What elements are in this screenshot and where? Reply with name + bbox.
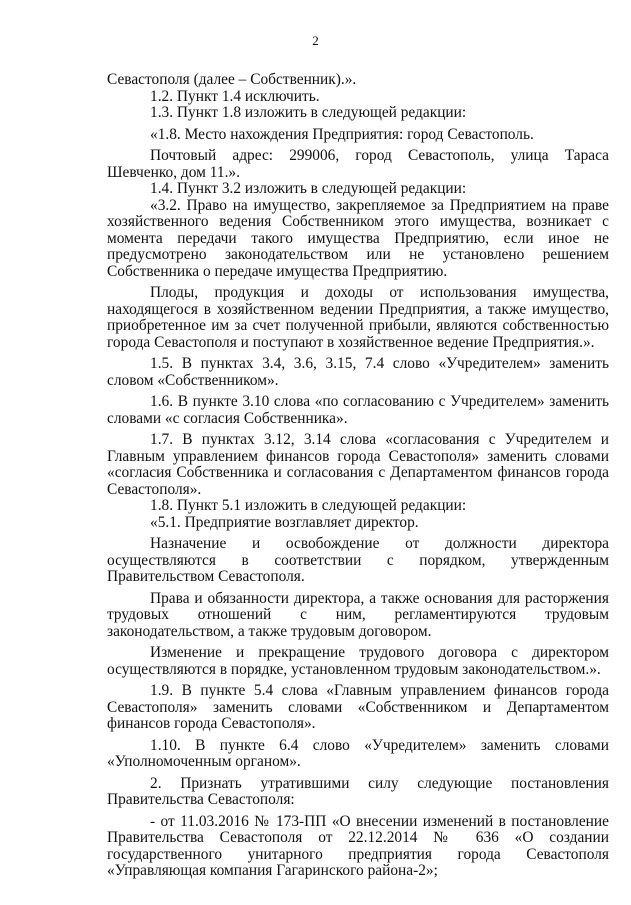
page-number: 2: [312, 33, 319, 48]
document-body: [107, 72, 609, 880]
paragraph: Севастополя (далее – Собственник).».: [107, 71, 357, 88]
paragraph: 1.2. Пункт 1.4 исключить.: [150, 87, 320, 105]
paragraph: Почтовый адрес: 299006, город Севастополь, улица Тараса Шевченко, дом 11.».: [107, 147, 609, 181]
paragraph: 1.6. В пункте 3.10 слова «по согласованию с Учредителем» заменить словами «с согласия Собственника».: [107, 393, 609, 427]
paragraph: «3.2. Право на имущество, закрепляемое за Предприятием на праве хозяйственного ведения Собственником этого имущества, возникает с момента передачи такого имущества Предприятию, если иное не предусмотрено законодательством или не установлено решением Собственника о передаче имущества Предприятию.: [107, 196, 609, 280]
paragraph: 1.3. Пункт 1.8 изложить в следующей редакции:: [150, 104, 467, 121]
paragraph: Плоды, продукция и доходы от использования имущества, находящегося в хозяйственном ведении Предприятия, а также имущество, приобретенное им за счет полученной прибыли, являются собственностью города Севастополя и поступают в хозяйственное ведение Предприятия.».: [107, 284, 609, 351]
paragraph: 1.7. В пунктах 3.12, 3.14 слова «согласования с Учредителем и Главным управлением финансов города Севастополя» заменить словами «согласия Собственника и согласования с Департаментом финансов города Севастополя».: [107, 431, 609, 498]
paragraph: Назначение и освобождение от должности директора осуществляются в соответствии с порядком, утвержденным Правительством Севастополя.: [107, 535, 609, 585]
paragraph: «5.1. Предприятие возглавляет директор.: [150, 513, 419, 531]
paragraph: 1.10. В пункте 6.4 слово «Учредителем» заменить словами «Уполномоченным органом».: [107, 736, 609, 770]
paragraph: Изменение и прекращение трудового договора с директором осуществляются в порядке, установленном трудовым законодательством.».: [107, 644, 609, 678]
paragraph: «1.8. Место нахождения Предприятия: город Севастополь.: [150, 125, 534, 143]
paragraph: Права и обязанности директора, а также основания для расторжения трудовых отношений с ним, регламентируются трудовым законодательством, а также трудовым договором.: [107, 589, 609, 640]
paragraph: 1.9. В пункте 5.4 слова «Главным управлением финансов города Севастополя» заменить словами «Собственником и Департаментом финансов города Севастополя».: [107, 682, 609, 732]
paragraph: 1.8. Пункт 5.1 изложить в следующей редакции:: [150, 497, 467, 514]
paragraph: 1.5. В пунктах 3.4, 3.6, 3.15, 7.4 слово «Учредителем» заменить словом «Собственником».: [107, 355, 609, 389]
paragraph: 1.4. Пункт 3.2 изложить в следующей редакции:: [150, 180, 467, 197]
paragraph: 2. Признать утратившими силу следующие постановления Правительства Севастополя:: [107, 774, 609, 808]
paragraph: - от 11.03.2016 № 173-ПП «О внесении изменений в постановление Правительства Севастополя от 22.12.2014 № 636 «О создании государственного унитарного предприятия города Севастополя «Управляющая компания Гагаринского района-2»;: [107, 812, 609, 879]
